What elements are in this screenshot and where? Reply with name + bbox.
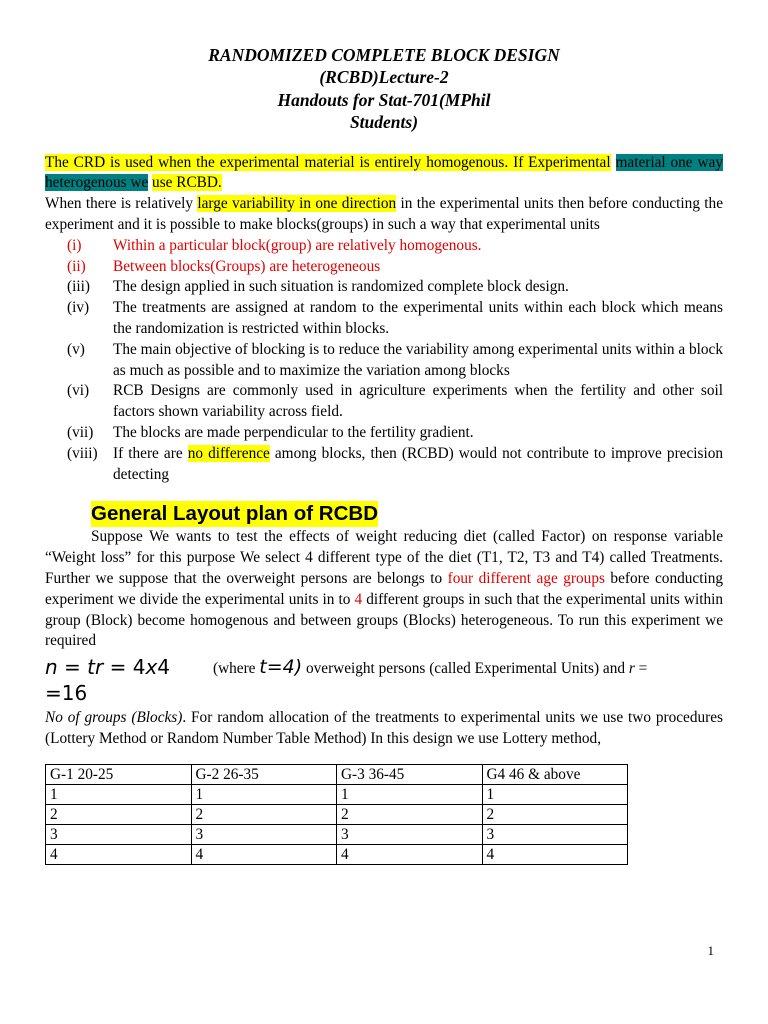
table-row: [46, 804, 628, 824]
table-cell: 1: [337, 784, 483, 804]
list-item: (iv) The treatments are assigned at random to the experimental units within each block which means the randomization is restricted within blocks.: [67, 299, 723, 337]
allocation-paragraph: No of groups (Blocks). For random allocation of the treatments to experimental units we use two procedures (Lottery Method or Random Number Table Method) In this design we use Lottery method,: [45, 709, 723, 747]
list-item: (ii) Between blocks(Groups) are heterogeneous: [67, 257, 381, 275]
title-line-2: (RCBD)Lecture-2: [319, 67, 449, 88]
table-header-cell: G-1 20-25: [46, 764, 192, 784]
variability-paragraph: When there is relatively large variability in one direction in the experimental units then before conducting the experiment and it is possible to make blocks(groups) in such a way that experimental units: [45, 195, 723, 234]
intro-highlight-2: material one way heterogenous we: [45, 153, 723, 192]
formula-description: (where t=4) overweight persons (called Experimental Units) and r =: [213, 656, 648, 679]
list-item: (i) Within a particular block(group) are relatively homogenous.: [67, 236, 482, 254]
table-cell: 3: [46, 824, 192, 844]
table-header-cell: G4 46 & above: [482, 764, 628, 784]
table-cell: 2: [191, 804, 337, 824]
variability-highlight: large variability in one direction: [197, 195, 397, 213]
list-item: (iii) The design applied in such situation is randomized complete block design.: [67, 278, 569, 296]
table-cell: 4: [191, 844, 337, 864]
table-cell: 1: [191, 784, 337, 804]
intro-paragraph: [45, 153, 723, 195]
intro-highlight-1: The CRD is used when the experimental material is entirely homogenous. If Experimental: [45, 153, 611, 171]
document-page: [45, 44, 723, 865]
blocks-table: [45, 764, 628, 865]
table-row: [46, 824, 628, 844]
table-header-cell: G-3 36-45: [337, 764, 483, 784]
table-cell: 1: [46, 784, 192, 804]
age-groups-text: four different age groups: [447, 569, 605, 587]
table-cell: 4: [482, 844, 628, 864]
table-row: [46, 844, 628, 864]
table-cell: 3: [482, 824, 628, 844]
table-header-cell: G-2 26-35: [191, 764, 337, 784]
document-title: [45, 44, 723, 134]
group-count-text: 4: [354, 590, 363, 608]
table-cell: 2: [46, 804, 192, 824]
sample-size-formula: n = tr = 4x4 =16: [45, 655, 171, 706]
table-row: [46, 784, 628, 804]
table-cell: 4: [46, 844, 192, 864]
list-item: (vii) The blocks are made perpendicular to the fertility gradient.: [67, 423, 474, 441]
properties-list: [45, 236, 723, 486]
section-heading: General Layout plan of RCBD: [91, 502, 379, 526]
no-difference-highlight: no difference: [187, 444, 270, 462]
list-item: (v) The main objective of blocking is to reduce the variability among experimental units within a block as much as possible and to maximize the variation among blocks: [67, 340, 723, 379]
intro-highlight-3: use RCBD.: [152, 174, 222, 192]
table-cell: 2: [337, 804, 483, 824]
title-line-3: Handouts for Stat-701(MPhil: [277, 89, 491, 110]
title-line-4: Students): [349, 112, 419, 133]
table-cell: 3: [337, 824, 483, 844]
table-cell: 2: [482, 804, 628, 824]
table-cell: 3: [191, 824, 337, 844]
formula-row: [45, 654, 723, 706]
title-line-1: RANDOMIZED COMPLETE BLOCK DESIGN: [208, 45, 560, 65]
layout-paragraph: Suppose We wants to test the effects of weight reducing diet (called Factor) on response variable “Weight loss” for this purpose We select 4 different type of the diet (T1, T2, T3 and T4) called Treatments. Further we suppose that the overweight persons are belongs to four different age groups before conducting experiment we divide the experimental units in to 4 different groups in such that the experimental units within group (Block) become homogenous and between groups (Blocks) heterogeneous. To run this experiment we required: [45, 528, 723, 650]
page-number: 1: [707, 943, 714, 958]
table-cell: 4: [337, 844, 483, 864]
list-item: (vi) RCB Designs are commonly used in agriculture experiments when the fertility and other soil factors shown variability across field.: [67, 382, 723, 421]
table-header-row: [46, 764, 628, 784]
table-cell: 1: [482, 784, 628, 804]
list-item: (viii) If there are no difference among blocks, then (RCBD) would not contribute to improve precision detecting: [67, 444, 723, 483]
